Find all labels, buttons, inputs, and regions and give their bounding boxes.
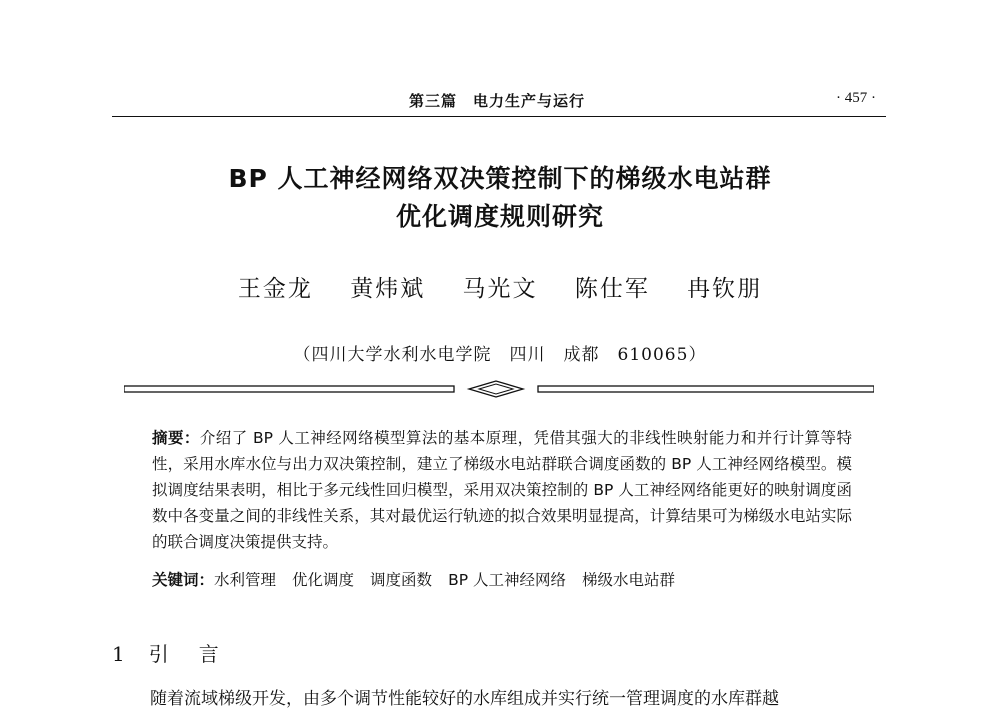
- keyword: 优化调度: [292, 571, 355, 589]
- author-name: 黄炜斌: [350, 276, 426, 302]
- title-line-1: BP 人工神经网络双决策控制下的梯级水电站群: [228, 164, 772, 193]
- author-name: 马光文: [462, 276, 538, 302]
- keywords-label: 关键词：: [152, 571, 215, 589]
- section-title: 引言: [148, 642, 249, 666]
- ornament-divider: [124, 380, 874, 398]
- author-list: [100, 270, 900, 303]
- abstract: [152, 425, 852, 555]
- abstract-label: 摘要：: [152, 429, 200, 447]
- keyword: 调度函数: [370, 571, 433, 589]
- keyword: 梯级水电站群: [581, 571, 675, 589]
- header-rule: [112, 116, 886, 117]
- running-head: [112, 88, 886, 116]
- page-number: · 457 ·: [836, 90, 876, 106]
- abstract-text: 介绍了 BP 人工神经网络模型算法的基本原理，凭借其强大的非线性映射能力和并行计算等特性，采用水库水位与出力双决策控制，建立了梯级水电站群联合调度函数的 BP 人工神经网络模型。模拟调度结果表明，相比于多元线性回归模型，采用双决策控制的 BP 人工神经网络能更好的映射调度函数中各变量之间的非线性关系，其对最优运行轨迹的拟合效果明显提高，计算结果可为梯级水电站实际的联合调度决策提供支持。: [152, 429, 852, 551]
- affiliation: （四川大学水利水电学院 四川 成都 610065）: [293, 345, 707, 365]
- keyword: 水利管理: [214, 571, 277, 589]
- keywords: [152, 567, 852, 593]
- running-head-section: 第三篇 电力生产与运行: [409, 92, 586, 110]
- keyword: BP 人工神经网络: [448, 571, 566, 589]
- author-name: 王金龙: [237, 276, 313, 302]
- author-name: 冉钦朋: [687, 276, 763, 302]
- title-line-2: 优化调度规则研究: [395, 202, 604, 231]
- author-name: 陈仕军: [574, 276, 650, 302]
- paper-title: [100, 160, 900, 236]
- body-paragraph: 随着流域梯级开发，由多个调节性能较好的水库组成并实行统一管理调度的水库群越: [150, 689, 779, 709]
- section-number: 1: [112, 642, 127, 666]
- section-heading: [112, 638, 249, 667]
